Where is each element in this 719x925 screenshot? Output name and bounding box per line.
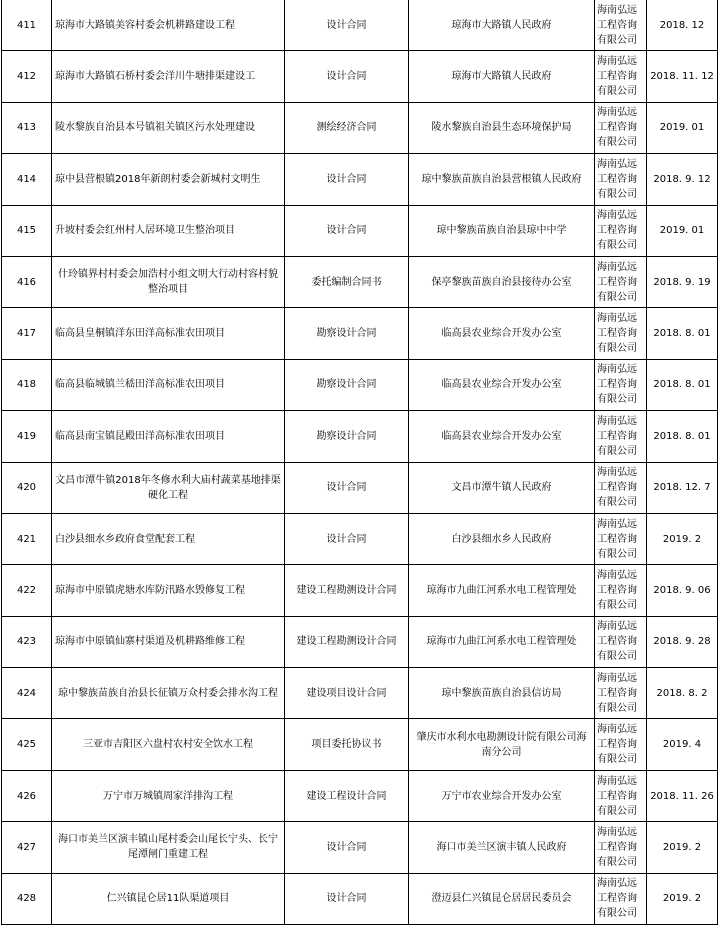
row-number: 415: [2, 205, 52, 256]
contract-type: 设计合同: [285, 873, 409, 924]
table-row: [2, 0, 718, 51]
table-row: [2, 770, 718, 821]
table-row: [2, 513, 718, 564]
client-name: 琼中黎族苗族自治县琼中中学: [409, 205, 595, 256]
contract-date: 2018. 11. 26: [647, 770, 718, 821]
row-number: 425: [2, 719, 52, 770]
project-name: 临高县南宝镇昆殿田洋高标准农田项目: [52, 411, 285, 462]
contract-type: 项目委托协议书: [285, 719, 409, 770]
table-body: [2, 0, 718, 925]
contract-type: 测绘经济合同: [285, 102, 409, 153]
row-number: 419: [2, 411, 52, 462]
contract-type: 建设工程设计合同: [285, 770, 409, 821]
table-row: [2, 102, 718, 153]
contract-date: 2018. 8. 2: [647, 668, 718, 719]
table-row: [2, 359, 718, 410]
project-name: 临高县临城镇兰嵇田洋高标准农田项目: [52, 359, 285, 410]
contract-type: 设计合同: [285, 205, 409, 256]
table-row: [2, 154, 718, 205]
client-name: 琼海市大路镇人民政府: [409, 0, 595, 51]
project-name: 海口市美兰区演丰镇山尾村委会山尾长宁头、长宁尾潭闸门重建工程: [52, 822, 285, 873]
table-row: [2, 51, 718, 102]
project-name: 白沙县细水乡政府食堂配套工程: [52, 513, 285, 564]
table-row: [2, 719, 718, 770]
row-number: 417: [2, 308, 52, 359]
client-name: 临高县农业综合开发办公室: [409, 411, 595, 462]
contract-type: 勘察设计合同: [285, 411, 409, 462]
row-number: 421: [2, 513, 52, 564]
company-name: 海南弘远工程咨询有限公司: [595, 873, 647, 924]
row-number: 418: [2, 359, 52, 410]
client-name: 临高县农业综合开发办公室: [409, 308, 595, 359]
company-name: 海南弘远工程咨询有限公司: [595, 565, 647, 616]
row-number: 414: [2, 154, 52, 205]
contract-date: 2019. 01: [647, 102, 718, 153]
client-name: 澄迈县仁兴镇昆仑居居民委员会: [409, 873, 595, 924]
row-number: 422: [2, 565, 52, 616]
row-number: 411: [2, 0, 52, 51]
project-name: 琼海市大路镇美容村委会机耕路建设工程: [52, 0, 285, 51]
company-name: 海南弘远工程咨询有限公司: [595, 719, 647, 770]
company-name: 海南弘远工程咨询有限公司: [595, 308, 647, 359]
row-number: 428: [2, 873, 52, 924]
row-number: 424: [2, 668, 52, 719]
client-name: 琼海市大路镇人民政府: [409, 51, 595, 102]
contract-date: 2018. 9. 06: [647, 565, 718, 616]
contract-date: 2019. 2: [647, 873, 718, 924]
company-name: 海南弘远工程咨询有限公司: [595, 770, 647, 821]
row-number: 412: [2, 51, 52, 102]
table-row: [2, 873, 718, 924]
company-name: 海南弘远工程咨询有限公司: [595, 513, 647, 564]
client-name: 万宁市农业综合开发办公室: [409, 770, 595, 821]
row-number: 420: [2, 462, 52, 513]
project-name: 文昌市潭牛镇2018年冬修水利大庙村蔬菜基地排渠硬化工程: [52, 462, 285, 513]
contract-date: 2019. 4: [647, 719, 718, 770]
row-number: 423: [2, 616, 52, 667]
row-number: 427: [2, 822, 52, 873]
row-number: 416: [2, 256, 52, 307]
client-name: 琼海市九曲江河系水电工程管理处: [409, 616, 595, 667]
table-row: [2, 205, 718, 256]
company-name: 海南弘远工程咨询有限公司: [595, 411, 647, 462]
contract-type: 建设工程勘测设计合同: [285, 616, 409, 667]
company-name: 海南弘远工程咨询有限公司: [595, 205, 647, 256]
contract-date: 2018. 9. 12: [647, 154, 718, 205]
company-name: 海南弘远工程咨询有限公司: [595, 51, 647, 102]
company-name: 海南弘远工程咨询有限公司: [595, 0, 647, 51]
company-name: 海南弘远工程咨询有限公司: [595, 822, 647, 873]
project-name: 琼海市大路镇石桥村委会洋川牛塘排渠建设工: [52, 51, 285, 102]
contract-type: 设计合同: [285, 462, 409, 513]
client-name: 保亭黎族苗族自治县接待办公室: [409, 256, 595, 307]
client-name: 肇庆市水利水电勘测设计院有限公司海南分公司: [409, 719, 595, 770]
contract-date: 2018. 8. 01: [647, 359, 718, 410]
contract-date: 2018. 12: [647, 0, 718, 51]
project-name: 什玲镇界村村委会加浩村小组文明大行动村容村貌整治项目: [52, 256, 285, 307]
client-name: 陵水黎族自治县生态环境保护局: [409, 102, 595, 153]
table-row: [2, 462, 718, 513]
contract-type: 设计合同: [285, 51, 409, 102]
project-name: 三亚市吉阳区六盘村农村安全饮水工程: [52, 719, 285, 770]
table-row: [2, 411, 718, 462]
table-row: [2, 616, 718, 667]
company-name: 海南弘远工程咨询有限公司: [595, 256, 647, 307]
contract-type: 勘察设计合同: [285, 308, 409, 359]
table-row: [2, 308, 718, 359]
client-name: 白沙县细水乡人民政府: [409, 513, 595, 564]
contract-type: 建设工程勘测设计合同: [285, 565, 409, 616]
contract-type: 设计合同: [285, 822, 409, 873]
contract-date: 2019. 01: [647, 205, 718, 256]
table-row: [2, 822, 718, 873]
row-number: 413: [2, 102, 52, 153]
project-name: 琼中黎族苗族自治县长征镇万众村委会排水沟工程: [52, 668, 285, 719]
project-name: 琼海市中原镇虎塘水库防汛路水毁修复工程: [52, 565, 285, 616]
client-name: 琼中黎族苗族自治县营根镇人民政府: [409, 154, 595, 205]
contract-table: [1, 0, 718, 925]
table-row: [2, 565, 718, 616]
contract-date: 2018. 12. 7: [647, 462, 718, 513]
contract-date: 2019. 2: [647, 513, 718, 564]
company-name: 海南弘远工程咨询有限公司: [595, 668, 647, 719]
client-name: 临高县农业综合开发办公室: [409, 359, 595, 410]
client-name: 文昌市潭牛镇人民政府: [409, 462, 595, 513]
company-name: 海南弘远工程咨询有限公司: [595, 462, 647, 513]
contract-type: 委托编制合同书: [285, 256, 409, 307]
contract-date: 2018. 8. 01: [647, 308, 718, 359]
table-row: [2, 256, 718, 307]
company-name: 海南弘远工程咨询有限公司: [595, 154, 647, 205]
project-name: 琼中县营根镇2018年新朗村委会新城村文明生: [52, 154, 285, 205]
client-name: 海口市美兰区演丰镇人民政府: [409, 822, 595, 873]
project-name: 万宁市万城镇周家洋排沟工程: [52, 770, 285, 821]
project-name: 临高县皇桐镇洋东田洋高标准农田项目: [52, 308, 285, 359]
contract-type: 建设项目设计合同: [285, 668, 409, 719]
contract-date: 2018. 11. 12: [647, 51, 718, 102]
row-number: 426: [2, 770, 52, 821]
project-name: 琼海市中原镇仙寨村渠道及机耕路维修工程: [52, 616, 285, 667]
project-name: 升坡村委会红州村人居环境卫生整治项目: [52, 205, 285, 256]
company-name: 海南弘远工程咨询有限公司: [595, 102, 647, 153]
contract-date: 2019. 2: [647, 822, 718, 873]
company-name: 海南弘远工程咨询有限公司: [595, 359, 647, 410]
company-name: 海南弘远工程咨询有限公司: [595, 616, 647, 667]
project-name: 陵水黎族自治县本号镇祖关镇区污水处理建设: [52, 102, 285, 153]
contract-date: 2018. 8. 01: [647, 411, 718, 462]
client-name: 琼中黎族苗族自治县信访局: [409, 668, 595, 719]
client-name: 琼海市九曲江河系水电工程管理处: [409, 565, 595, 616]
contract-type: 勘察设计合同: [285, 359, 409, 410]
contract-type: 设计合同: [285, 513, 409, 564]
table-row: [2, 668, 718, 719]
contract-date: 2018. 9. 28: [647, 616, 718, 667]
contract-type: 设计合同: [285, 0, 409, 51]
contract-date: 2018. 9. 19: [647, 256, 718, 307]
contract-type: 设计合同: [285, 154, 409, 205]
project-name: 仁兴镇昆仑居11队渠道项目: [52, 873, 285, 924]
